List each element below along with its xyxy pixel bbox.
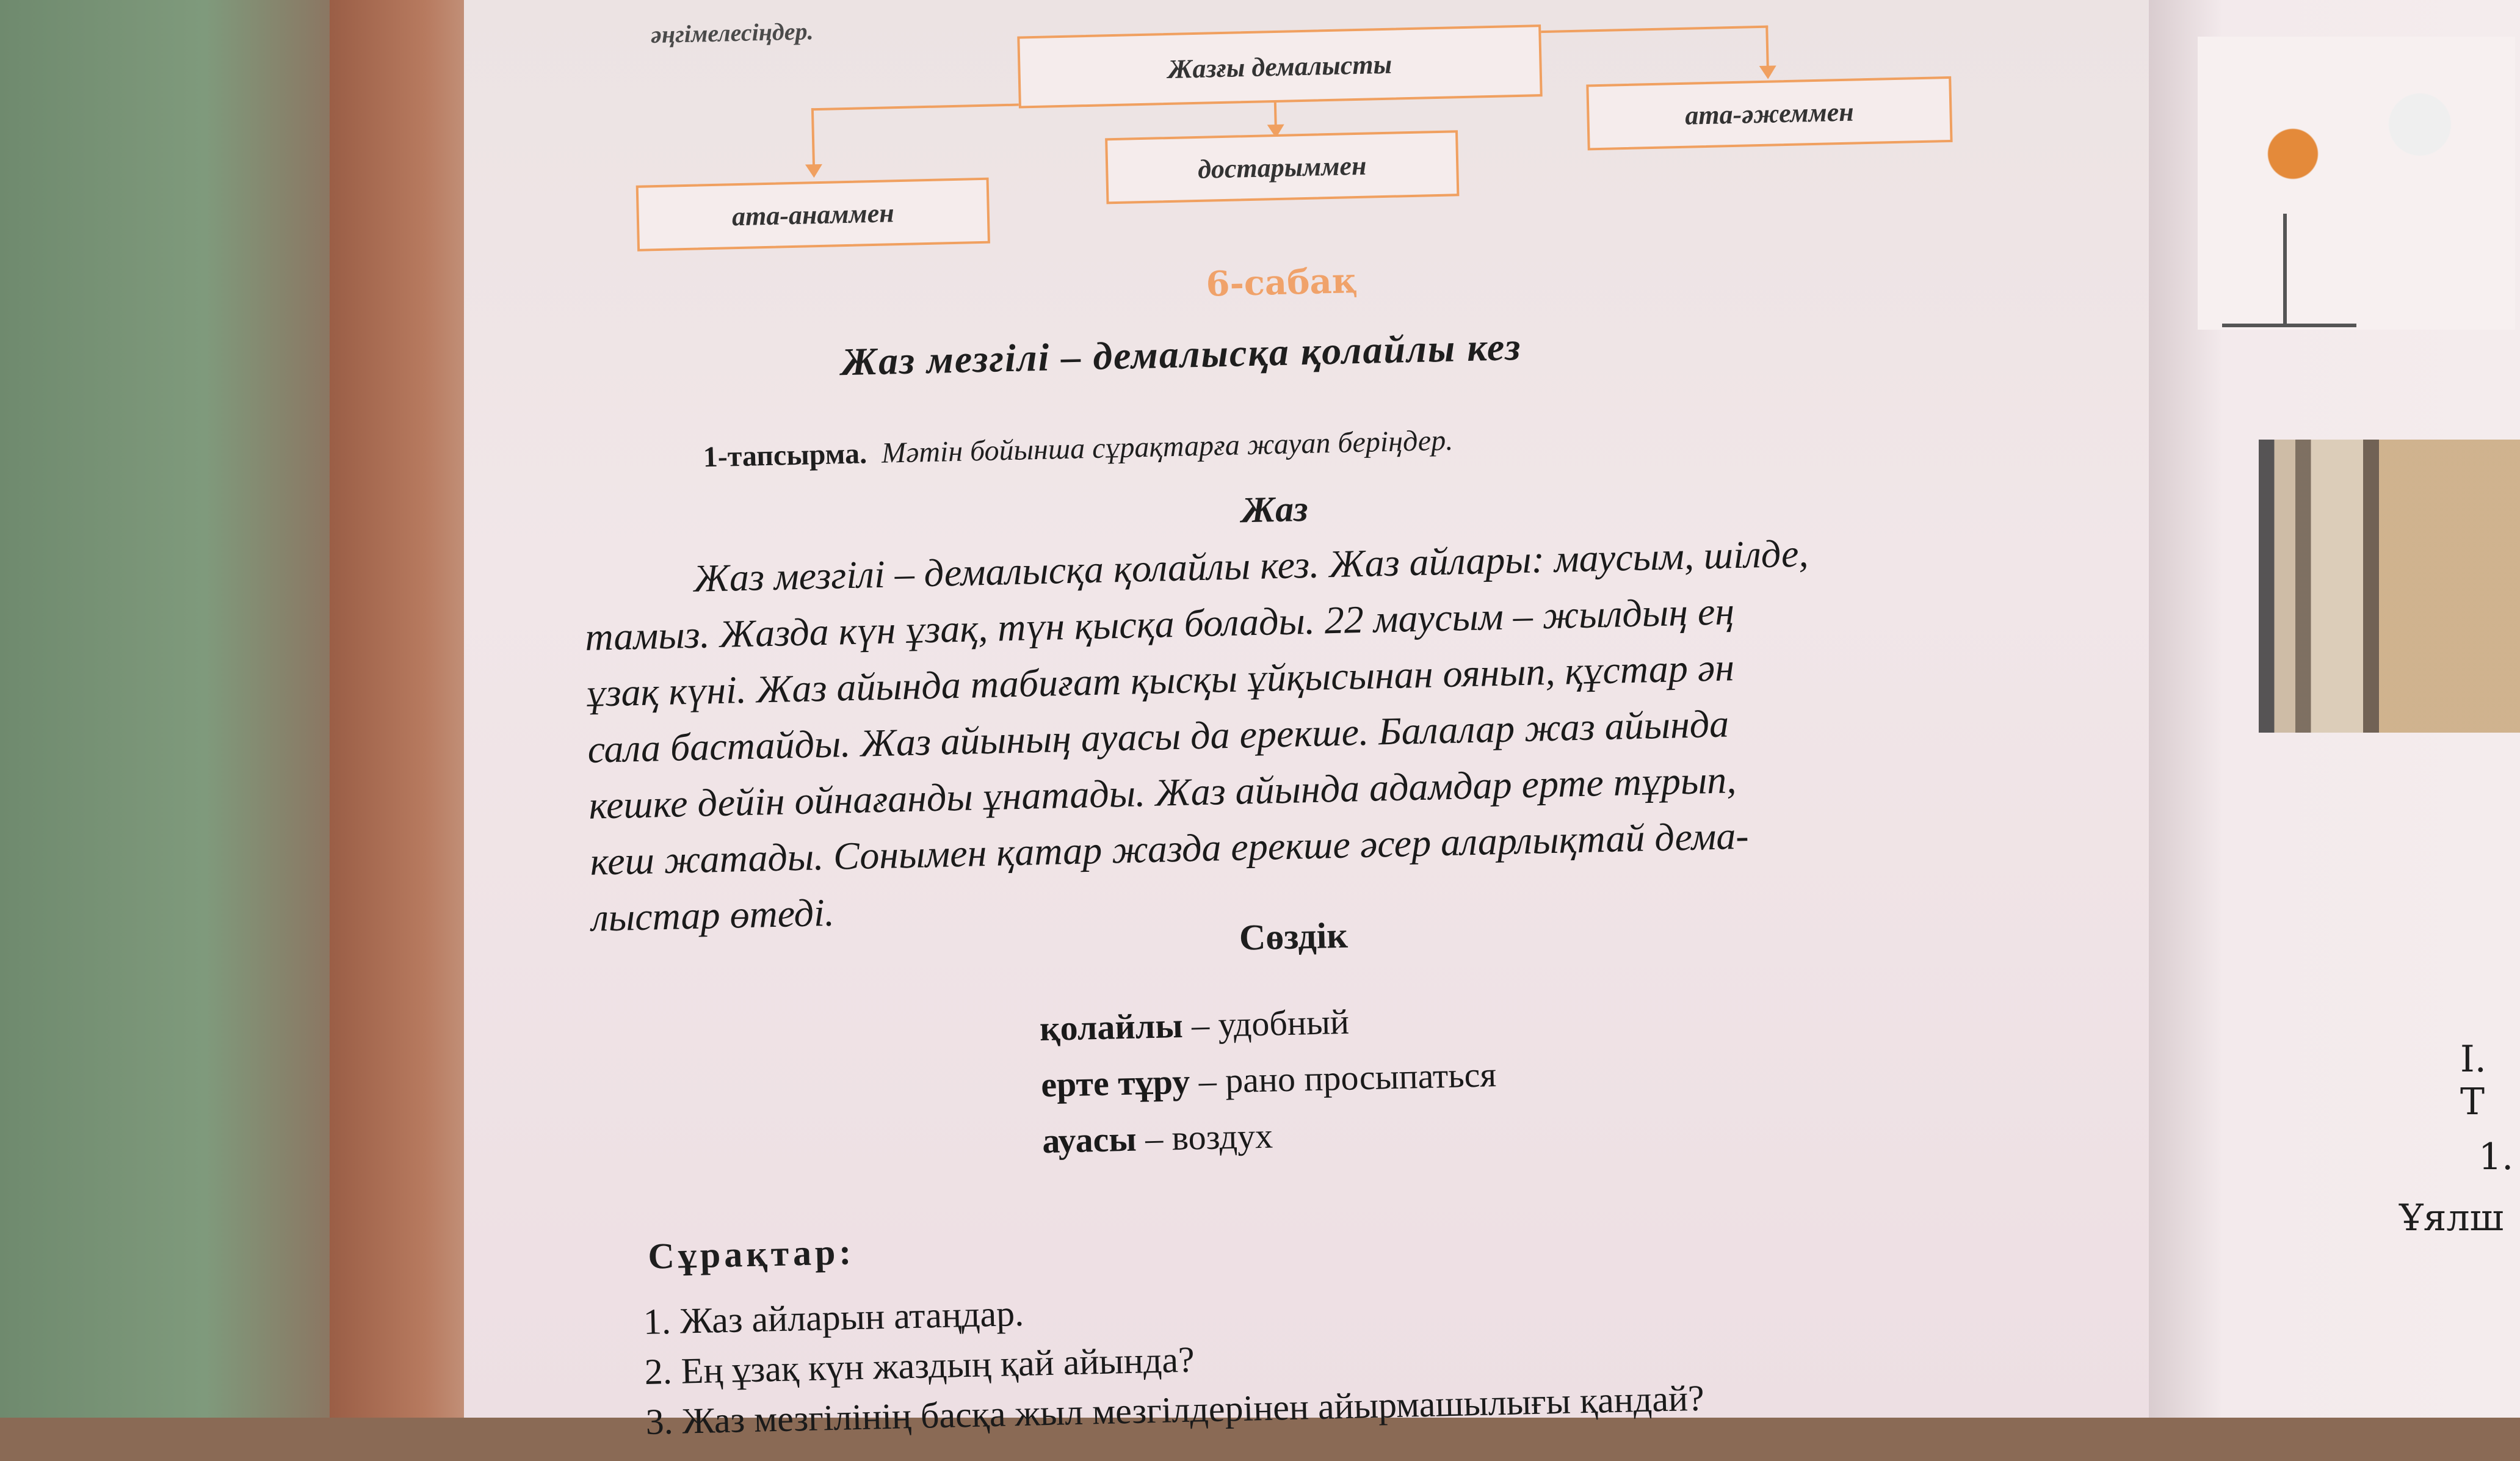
paragraph-line: ұзақ күні. Жаз айында табиғат қысқы ұйқысынан оянып, құстар ән	[585, 645, 1735, 715]
paragraph-line: сала бастайды. Жаз айының ауасы да ерекше. Балалар жаз айында	[587, 701, 1729, 771]
task-instruction	[703, 424, 1454, 474]
connector-line	[811, 104, 1019, 111]
dictionary-word: ауасы	[1041, 1118, 1137, 1161]
dictionary-translation: – воздух	[1145, 1115, 1273, 1159]
paragraph-line: кешке дейін ойнағанды ұнатады. Жаз айында адамдар ерте тұрып,	[588, 758, 1737, 827]
connector-line	[1536, 26, 1768, 34]
connector-line	[811, 108, 815, 169]
right-page-fragment: Ұялш	[2399, 1197, 2504, 1239]
header-fragment: әңгімелесіңдер.	[650, 17, 814, 49]
connector-line	[1765, 26, 1769, 68]
dictionary-translation: – удобный	[1191, 1001, 1350, 1045]
arrow-down-icon	[805, 164, 822, 178]
questions-list	[643, 1273, 1705, 1447]
diagram-box-parents: ата-анаммен	[636, 178, 990, 252]
dictionary-entry	[1039, 990, 1496, 1057]
dictionary-word: ерте тұру	[1040, 1061, 1190, 1105]
dictionary-translation: – рано просыпаться	[1198, 1054, 1497, 1101]
dictionary-heading: Сөздік	[1239, 915, 1349, 958]
diagram-box-summer-holiday: Жазғы демалысты	[1017, 24, 1542, 108]
right-page-fragment: I. Т	[2460, 1038, 2486, 1123]
dictionary-word: қолайлы	[1039, 1005, 1184, 1049]
lesson-label: 6-сабақ	[1205, 261, 1358, 305]
dictionary-entry	[1041, 1103, 1498, 1169]
arrow-down-icon	[1759, 65, 1776, 79]
paragraph-line: кеш жатады. Сонымен қатар жазда ерекше әсер аларлықтай дема-	[589, 813, 1750, 883]
questions-heading: Сұрақтар:	[647, 1231, 855, 1277]
main-paragraph	[583, 519, 2093, 946]
text-title: Жаз	[1241, 488, 1309, 531]
dictionary-list	[1039, 990, 1498, 1169]
question-item: 3. Жаз мезгілінің басқа жыл мезгілдерінен айырмашылығы қандай?	[645, 1377, 1705, 1442]
question-item: 2. Ең ұзақ күн жаздың қай айында?	[644, 1339, 1195, 1392]
diagram-box-grandparents: ата-әжеммен	[1586, 76, 1952, 151]
task-number: 1-тапсырма.	[703, 437, 867, 474]
diagram-box-friends: достарыммен	[1105, 130, 1459, 204]
right-page-fragment: 1.	[2478, 1136, 2514, 1178]
paragraph-line: тамыз. Жазда күн ұзақ, түн қысқа болады. 22 маусым – жылдың ең	[584, 589, 1735, 659]
dictionary-entry	[1040, 1046, 1497, 1113]
question-item: 1. Жаз айларын атаңдар.	[643, 1292, 1024, 1342]
paragraph-line: лыстар өтеді.	[591, 890, 835, 940]
task-text: Мәтін бойынша сұрақтарға жауап беріңдер.	[881, 424, 1454, 469]
paragraph-line: Жаз мезгілі – демалысқа қолайлы кез. Жаз айлары: маусым, шілде,	[693, 531, 1809, 600]
page-title: Жаз мезгілі – демалысқа қолайлы кез	[841, 324, 1522, 384]
